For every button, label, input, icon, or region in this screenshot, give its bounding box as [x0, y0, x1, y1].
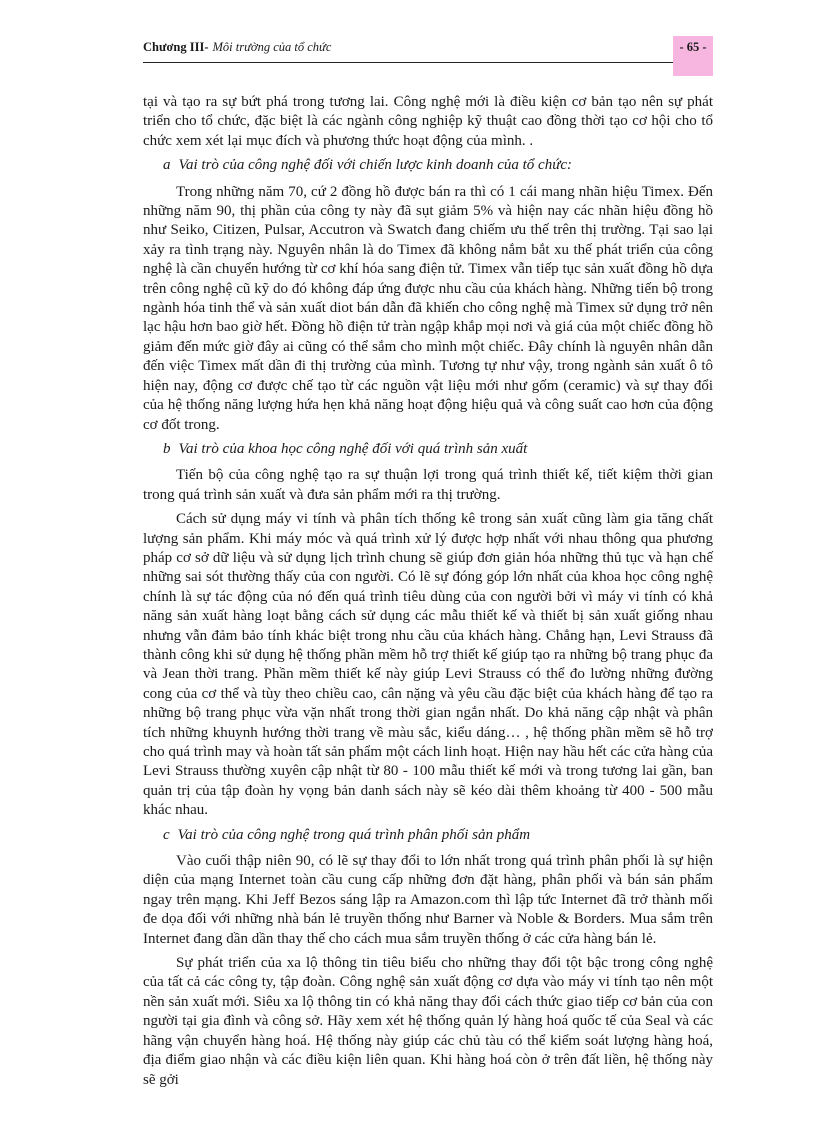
paragraph: Trong những năm 70, cứ 2 đồng hồ được bán ra thì có 1 cái mang nhãn hiệu Timex. Đến những năm 90, thị phần của công ty này đã sụt giảm 5% và hiện nay các nhãn hiệu đồng hồ như Seiko, Citizen, Pulsar, Accutron và Swatch đang chiếm ưu thế trên thị trường. Tại sao lại xảy ra tình trạng này. Nguyên nhân là do Timex đã không nắm bắt xu thế phát triển của công nghệ là cần chuyển hướng từ cơ khí hóa sang điện tử. Timex vẫn tiếp tục sản xuất đồng hồ dựa trên công nghệ cũ kỹ do đó không đáp ứng được nhu cầu của khách hàng. Những tiến bộ trong ngành hóa tinh thể và sản xuất diot bán dẫn đã khiến cho công nghệ mà Timex sử dụng trở nên lạc hậu hơn bao giờ hết. Đồng hồ điện tử tràn ngập khắp mọi nơi và giá của một chiếc đồng hồ giảm đến mức giờ đây ai cũng có thể sắm cho mình một chiếc. Đây chính là nguyên nhân dẫn đến việc Timex mất dần đi thị trường của mình. Tương tự như vậy, trong ngành sản xuất ô tô hiện nay, động cơ được chế tạo từ các nguồn vật liệu mới như gốm (ceramic) và sự thay đổi của hệ thống năng lượng hứa hẹn khả năng hoạt động hiệu quả và công suất cao hơn của động cơ đốt trong. — [143, 183, 713, 433]
heading-letter: b — [163, 440, 171, 457]
running-title — [143, 40, 331, 55]
section-heading-c — [163, 826, 713, 845]
paragraph: Tiến bộ của công nghệ tạo ra sự thuận lợi trong quá trình thiết kế, tiết kiệm thời gian trong quá trình sản xuất và đưa sản phẩm mới ra thị trường. — [143, 467, 713, 503]
page-number: - 65 - — [673, 36, 713, 76]
page-header — [143, 36, 713, 76]
paragraph: Sự phát triển của xa lộ thông tin tiêu biểu cho những thay đổi tột bậc trong công nghệ của tất cả các công ty, tập đoàn. Công nghệ sản xuất động cơ dựa vào máy vi tính tạo nên một nền sản xuất mới. Siêu xa lộ thông tin có khả năng thay đổi cách thức giao tiếp cơ bản của con người tại gia đình và công sở. Hãy xem xét hệ thống quản lý hàng hoá quốc tế của Seal và các hãng vận chuyển hàng hoá. Hệ thống này giúp các chủ tàu có thể kiểm soát lượng hàng hoá, địa điểm giao nhận và các điều kiện liên quan. Khi hàng hoá còn ở trên đất liền, hệ thống này sẽ gởi — [143, 955, 713, 1088]
heading-letter: a — [163, 157, 171, 174]
paragraph: tại và tạo ra sự bứt phá trong tương lai. Công nghệ mới là điều kiện cơ bản tạo nên sự phát triển cho tổ chức, đặc biệt là các ngành công nghiệp kỹ thuật cao đồng thời tạo cơ hội cho tổ chức xem xét lại mục đích và phương thức hoạt động của mình. . — [143, 94, 713, 149]
paragraph: Vào cuối thập niên 90, có lẽ sự thay đổi to lớn nhất trong quá trình phân phối là sự hiện diện của mạng Internet toàn cầu cung cấp những đơn đặt hàng, phân phối và bán sản phẩm ngay trên mạng. Khi Jeff Bezos sáng lập ra Amazon.com thì lập tức Internet đã trở thành mối đe dọa đối với những nhà bán lẻ truyền thống như Barner và Noble & Borders. Mua sắm trên Internet đang dần dần thay thế cho cách mua sắm truyền thống ở các cửa hàng bán lẻ. — [143, 853, 713, 947]
section-heading-b — [163, 440, 713, 459]
section-heading-a — [163, 156, 713, 175]
page-body — [143, 93, 713, 1095]
heading-text: Vai trò của công nghệ trong quá trình phân phối sản phẩm — [177, 826, 531, 843]
heading-text: Vai trò của khoa học công nghệ đối với quá trình sản xuất — [178, 440, 528, 457]
paragraph: Cách sử dụng máy vi tính và phân tích thống kê trong sản xuất cũng làm gia tăng chất lượng sản phẩm. Khi máy móc và quá trình xử lý được hợp nhất với nhau thông qua phương pháp cơ sở dữ liệu và sử dụng lịch trình chung sẽ giúp đơn giản hóa những thủ tục và hạn chế những sai sót thường thấy của con người. Có lẽ sự đóng góp lớn nhất của khoa học công nghệ chính là sự tác động của nó đến quá trình tiêu dùng của con người bởi vì máy vi tính có khả năng sản xuất hàng loạt bằng cách sử dụng các mẫu thiết kế và thiết bị sản xuất giống nhau nhưng vẫn đảm bảo tính khác biệt trong nhu cầu của khách hàng. Chẳng hạn, Levi Strauss đã thành công khi sử dụng hệ thống phần mềm hỗ trợ thiết kế giúp tạo ra những bộ trang phục đa và Jean thời trang. Phần mềm thiết kế này giúp Levi Strauss có thể đo lường những đường cong của cơ thể và tùy theo chiều cao, cân nặng và yêu cầu đặc biệt của khách hàng để tạo ra những bộ trang phục vừa vặn nhất trong thời gian ngắn nhất. Do khả năng cập nhật và phân tích những khuynh hướng thời trang về màu sắc, kiểu dáng… , hệ thống phần mềm sẽ hỗ trợ cho quá trình may và hoàn tất sản phẩm một cách linh hoạt. Hiện nay hầu hết các cửa hàng của Levi Strauss thường xuyên cập nhật từ 80 - 100 mẫu thiết kế mới và trong tương lai gần, ban quản trị của tập đoàn hy vọng bản danh sách này sẽ kéo dài thêm khoảng từ 400 - 500 mẫu khác nhau. — [143, 511, 714, 819]
heading-text: Vai trò của công nghệ đối với chiến lược kinh doanh của tổ chức: — [178, 157, 573, 174]
chapter-label: Chương III- — [143, 40, 209, 54]
chapter-subtitle: Môi trường của tổ chức — [212, 40, 332, 54]
header-rule — [143, 62, 673, 63]
heading-letter: c — [163, 826, 170, 843]
